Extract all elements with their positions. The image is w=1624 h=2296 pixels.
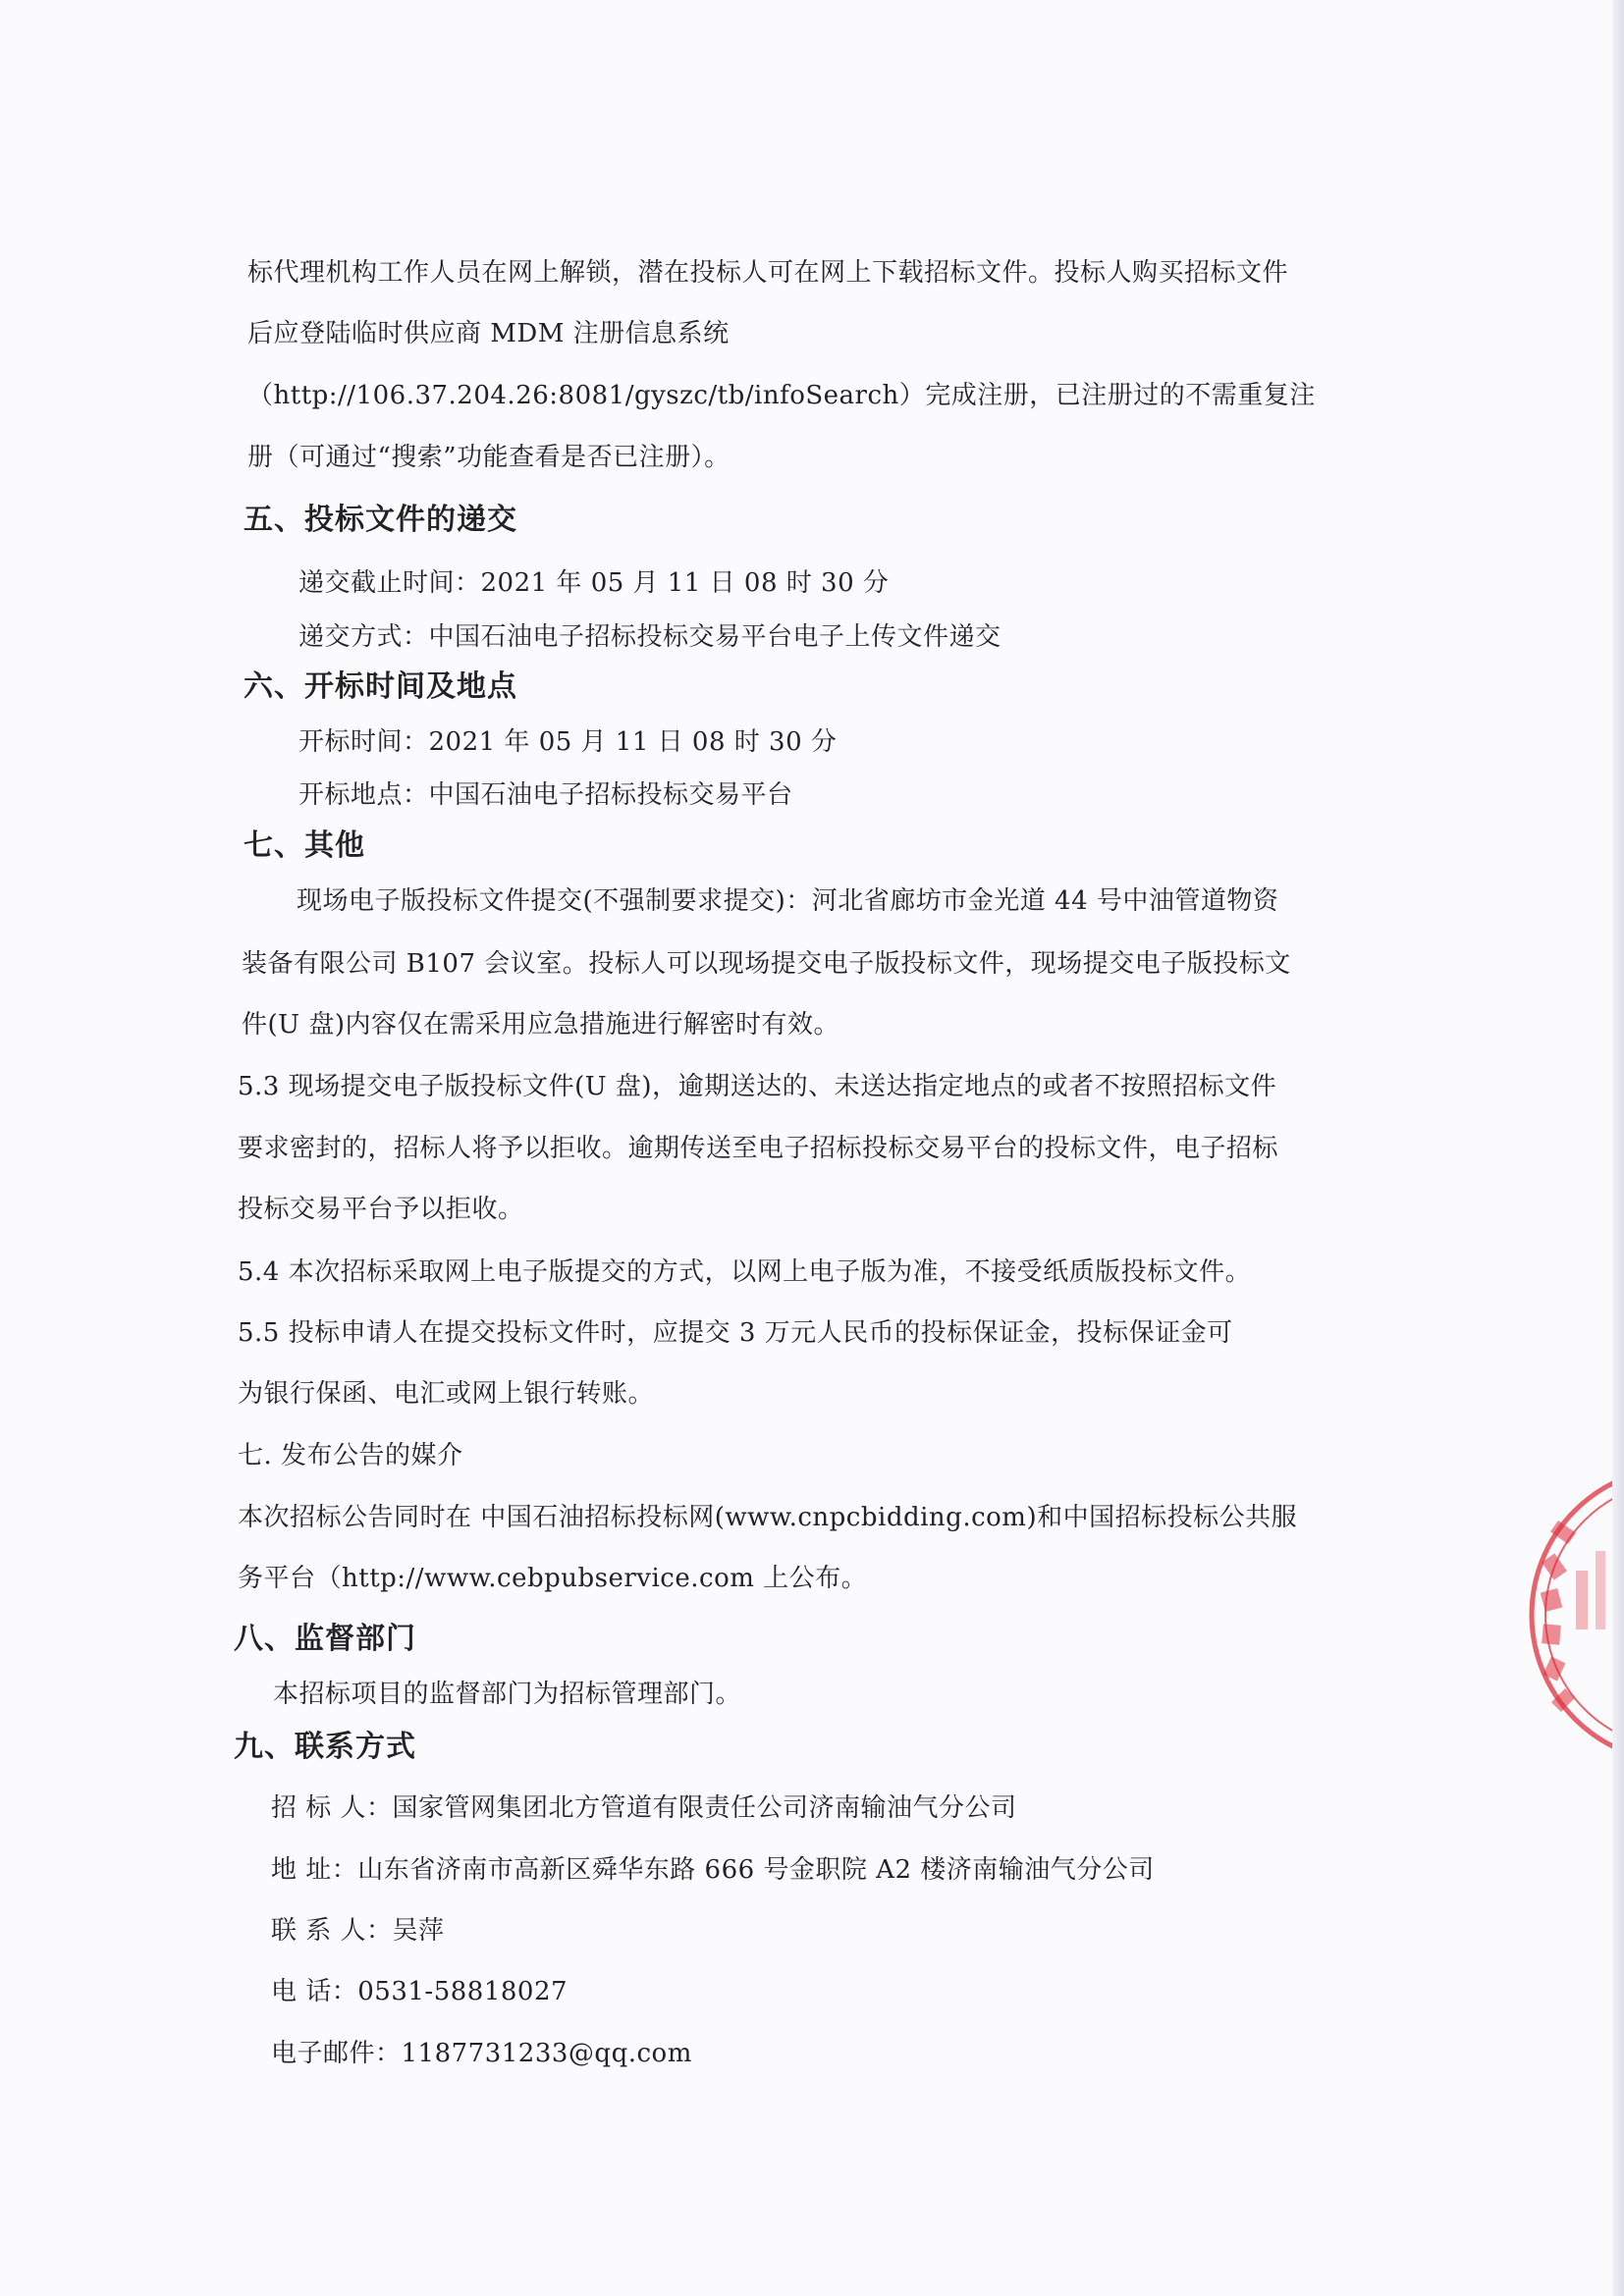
email-value: 1187731233@qq.com bbox=[401, 2039, 692, 2068]
para1-line1: 标代理机构工作人员在网上解锁，潜在投标人可在网上下载招标文件。投标人购买招标文件 bbox=[247, 258, 1289, 288]
address-label: 地 址： bbox=[271, 1855, 358, 1885]
tenderer-label: 招 标 人： bbox=[271, 1793, 393, 1823]
phone-label: 电 话： bbox=[271, 1977, 358, 2006]
para1-line3: （http://106.37.204.26:8081/gyszc/tb/infoSearch）完成注册，已注册过的不需重复注 bbox=[247, 381, 1316, 410]
page-edge-shadow bbox=[1612, 0, 1624, 2296]
section-9-title: 九、联系方式 bbox=[234, 1730, 416, 1764]
address-value: 山东省济南市高新区舜华东路 666 号金职院 A2 楼济南输油气分公司 bbox=[357, 1855, 1155, 1885]
clause-5-5-line1: 5.5 投标申请人在提交投标文件时，应提交 3 万元人民币的投标保证金，投标保证金可 bbox=[238, 1318, 1233, 1348]
media-title: 七. 发布公告的媒介 bbox=[238, 1441, 463, 1470]
para1-line2: 后应登陆临时供应商 MDM 注册信息系统 bbox=[247, 319, 730, 348]
email-row bbox=[271, 2034, 692, 2073]
clause-5-3-line3: 投标交易平台予以拒收。 bbox=[238, 1195, 524, 1224]
company-seal bbox=[1517, 1453, 1624, 1777]
opening-time: 开标时间：2021 年 05 月 11 日 08 时 30 分 bbox=[298, 727, 838, 757]
contact-value: 吴萍 bbox=[392, 1916, 445, 1946]
phone-row bbox=[271, 1972, 568, 2011]
clause-5-3-line2: 要求密封的，招标人将予以拒收。逾期传送至电子招标投标交易平台的投标文件，电子招标 bbox=[238, 1134, 1279, 1163]
contact-label: 联 系 人： bbox=[271, 1916, 393, 1946]
email-label: 电子邮件： bbox=[271, 2039, 402, 2068]
onsite-paragraph-line1: 现场电子版投标文件提交(不强制要求提交)：河北省廊坊市金光道 44 号中油管道物资 bbox=[297, 886, 1279, 916]
clause-5-4: 5.4 本次招标采取网上电子版提交的方式，以网上电子版为准，不接受纸质版投标文件。 bbox=[238, 1257, 1252, 1287]
submission-deadline: 递交截止时间：2021 年 05 月 11 日 08 时 30 分 bbox=[298, 568, 890, 598]
phone-value: 0531-58818027 bbox=[357, 1977, 568, 2006]
media-line1: 本次招标公告同时在 中国石油招标投标网(www.cnpcbidding.com)和中国招标投标公共服 bbox=[238, 1503, 1298, 1532]
section-7-title: 七、其他 bbox=[244, 828, 365, 863]
onsite-paragraph-line3: 件(U 盘)内容仅在需采用应急措施进行解密时有效。 bbox=[242, 1010, 839, 1040]
supervision-text: 本招标项目的监督部门为招标管理部门。 bbox=[273, 1680, 742, 1709]
opening-place: 开标地点：中国石油电子招标投标交易平台 bbox=[298, 780, 793, 810]
tenderer-value: 国家管网集团北方管道有限责任公司济南输油气分公司 bbox=[392, 1793, 1017, 1823]
address-row bbox=[271, 1850, 1155, 1890]
clause-5-5-line2: 为银行保函、电汇或网上银行转账。 bbox=[238, 1379, 655, 1409]
onsite-paragraph-line2: 装备有限公司 B107 会议室。投标人可以现场提交电子版投标文件，现场提交电子版投标文 bbox=[242, 949, 1291, 979]
section-5-title: 五、投标文件的递交 bbox=[244, 503, 517, 537]
section-6-title: 六、开标时间及地点 bbox=[244, 669, 517, 704]
contact-row bbox=[271, 1911, 445, 1950]
para1-line4: 册（可通过“搜索”功能查看是否已注册）。 bbox=[247, 443, 731, 472]
media-line2: 务平台（http://www.cebpubservice.com 上公布。 bbox=[238, 1564, 868, 1593]
submission-method: 递交方式：中国石油电子招标投标交易平台电子上传文件递交 bbox=[298, 622, 1001, 652]
section-8-title: 八、监督部门 bbox=[234, 1622, 416, 1656]
tenderer-row bbox=[271, 1789, 1017, 1828]
clause-5-3-line1: 5.3 现场提交电子版投标文件(U 盘)，逾期送达的、未送达指定地点的或者不按照招标文件 bbox=[238, 1072, 1277, 1101]
